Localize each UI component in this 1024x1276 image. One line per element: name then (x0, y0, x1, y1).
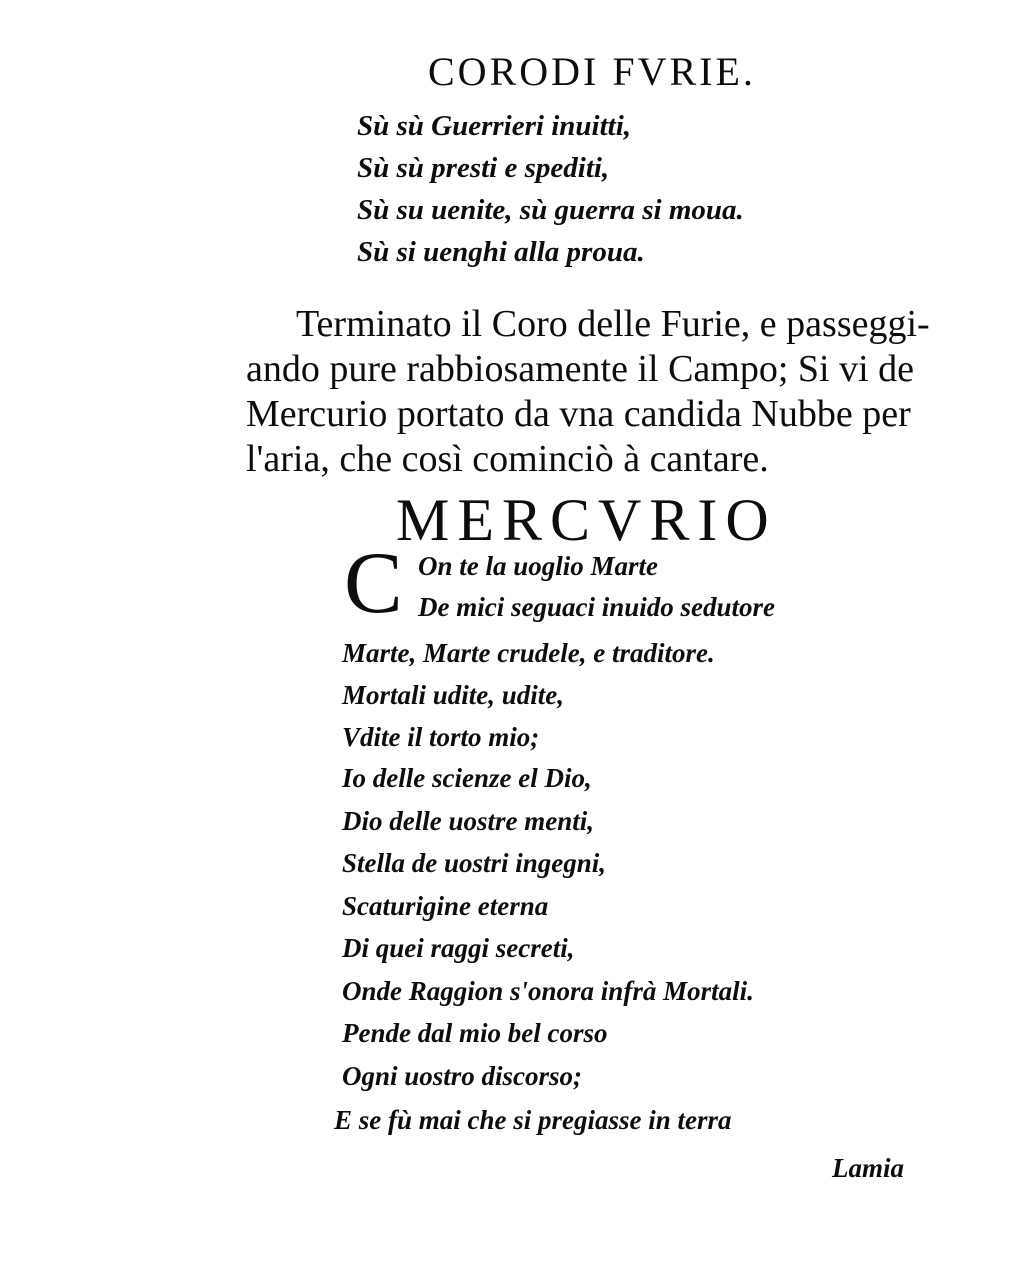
mercurio-line-3: Marte, Marte crudele, e traditore. (342, 638, 715, 668)
mercurio-line-7: Dio delle uostre menti, (342, 806, 594, 836)
mercurio-heading: MERCVRIO (396, 487, 777, 553)
mercurio-line-13: Ogni uostro discorso; (342, 1061, 583, 1091)
narration-line-3: Mercurio portato da vna candida Nubbe per (246, 393, 911, 435)
mercurio-line-8: Stella de uostri ingegni, (342, 848, 607, 878)
mercurio-line-12: Pende dal mio bel corso (342, 1018, 608, 1048)
mercurio-line-4: Mortali udite, udite, (342, 680, 565, 710)
coro-line-3: Sù su uenite, sù guerra si moua. (357, 194, 744, 226)
narration-paragraph (246, 302, 996, 482)
coro-di-furie-heading: CORODI FVRIE. (428, 49, 756, 94)
coro-line-1: Sù sù Guerrieri inuitti, (357, 110, 631, 142)
mercurio-line-14: E se fù mai che si pregiasse in terra (334, 1105, 732, 1135)
catchword: Lamia (832, 1153, 904, 1183)
mercurio-line-11: Onde Raggion s'onora infrà Mortali. (342, 976, 754, 1006)
mercurio-line-6: Io delle scienze el Dio, (342, 763, 592, 793)
narration-line-2: ando pure rabbiosamente il Campo; Si vi de (246, 348, 915, 390)
mercurio-line-5: Vdite il torto mio; (342, 722, 540, 752)
mercurio-line-1: On te la uoglio Marte (418, 551, 659, 581)
mercurio-line-2: De mici seguaci inuido sedutore (418, 592, 775, 622)
narration-line-1: Terminato il Coro delle Furie, e passeggi- (296, 303, 930, 345)
mercurio-line-10: Di quei raggi secreti, (342, 933, 575, 963)
mercurio-line-9: Scaturigine eterna (342, 891, 549, 921)
coro-line-4: Sù si uenghi alla proua. (357, 236, 645, 268)
coro-line-2: Sù sù presti e spediti, (357, 152, 610, 184)
drop-cap-letter: C (344, 535, 403, 632)
narration-line-4: l'aria, che così cominciò à cantare. (246, 438, 769, 480)
